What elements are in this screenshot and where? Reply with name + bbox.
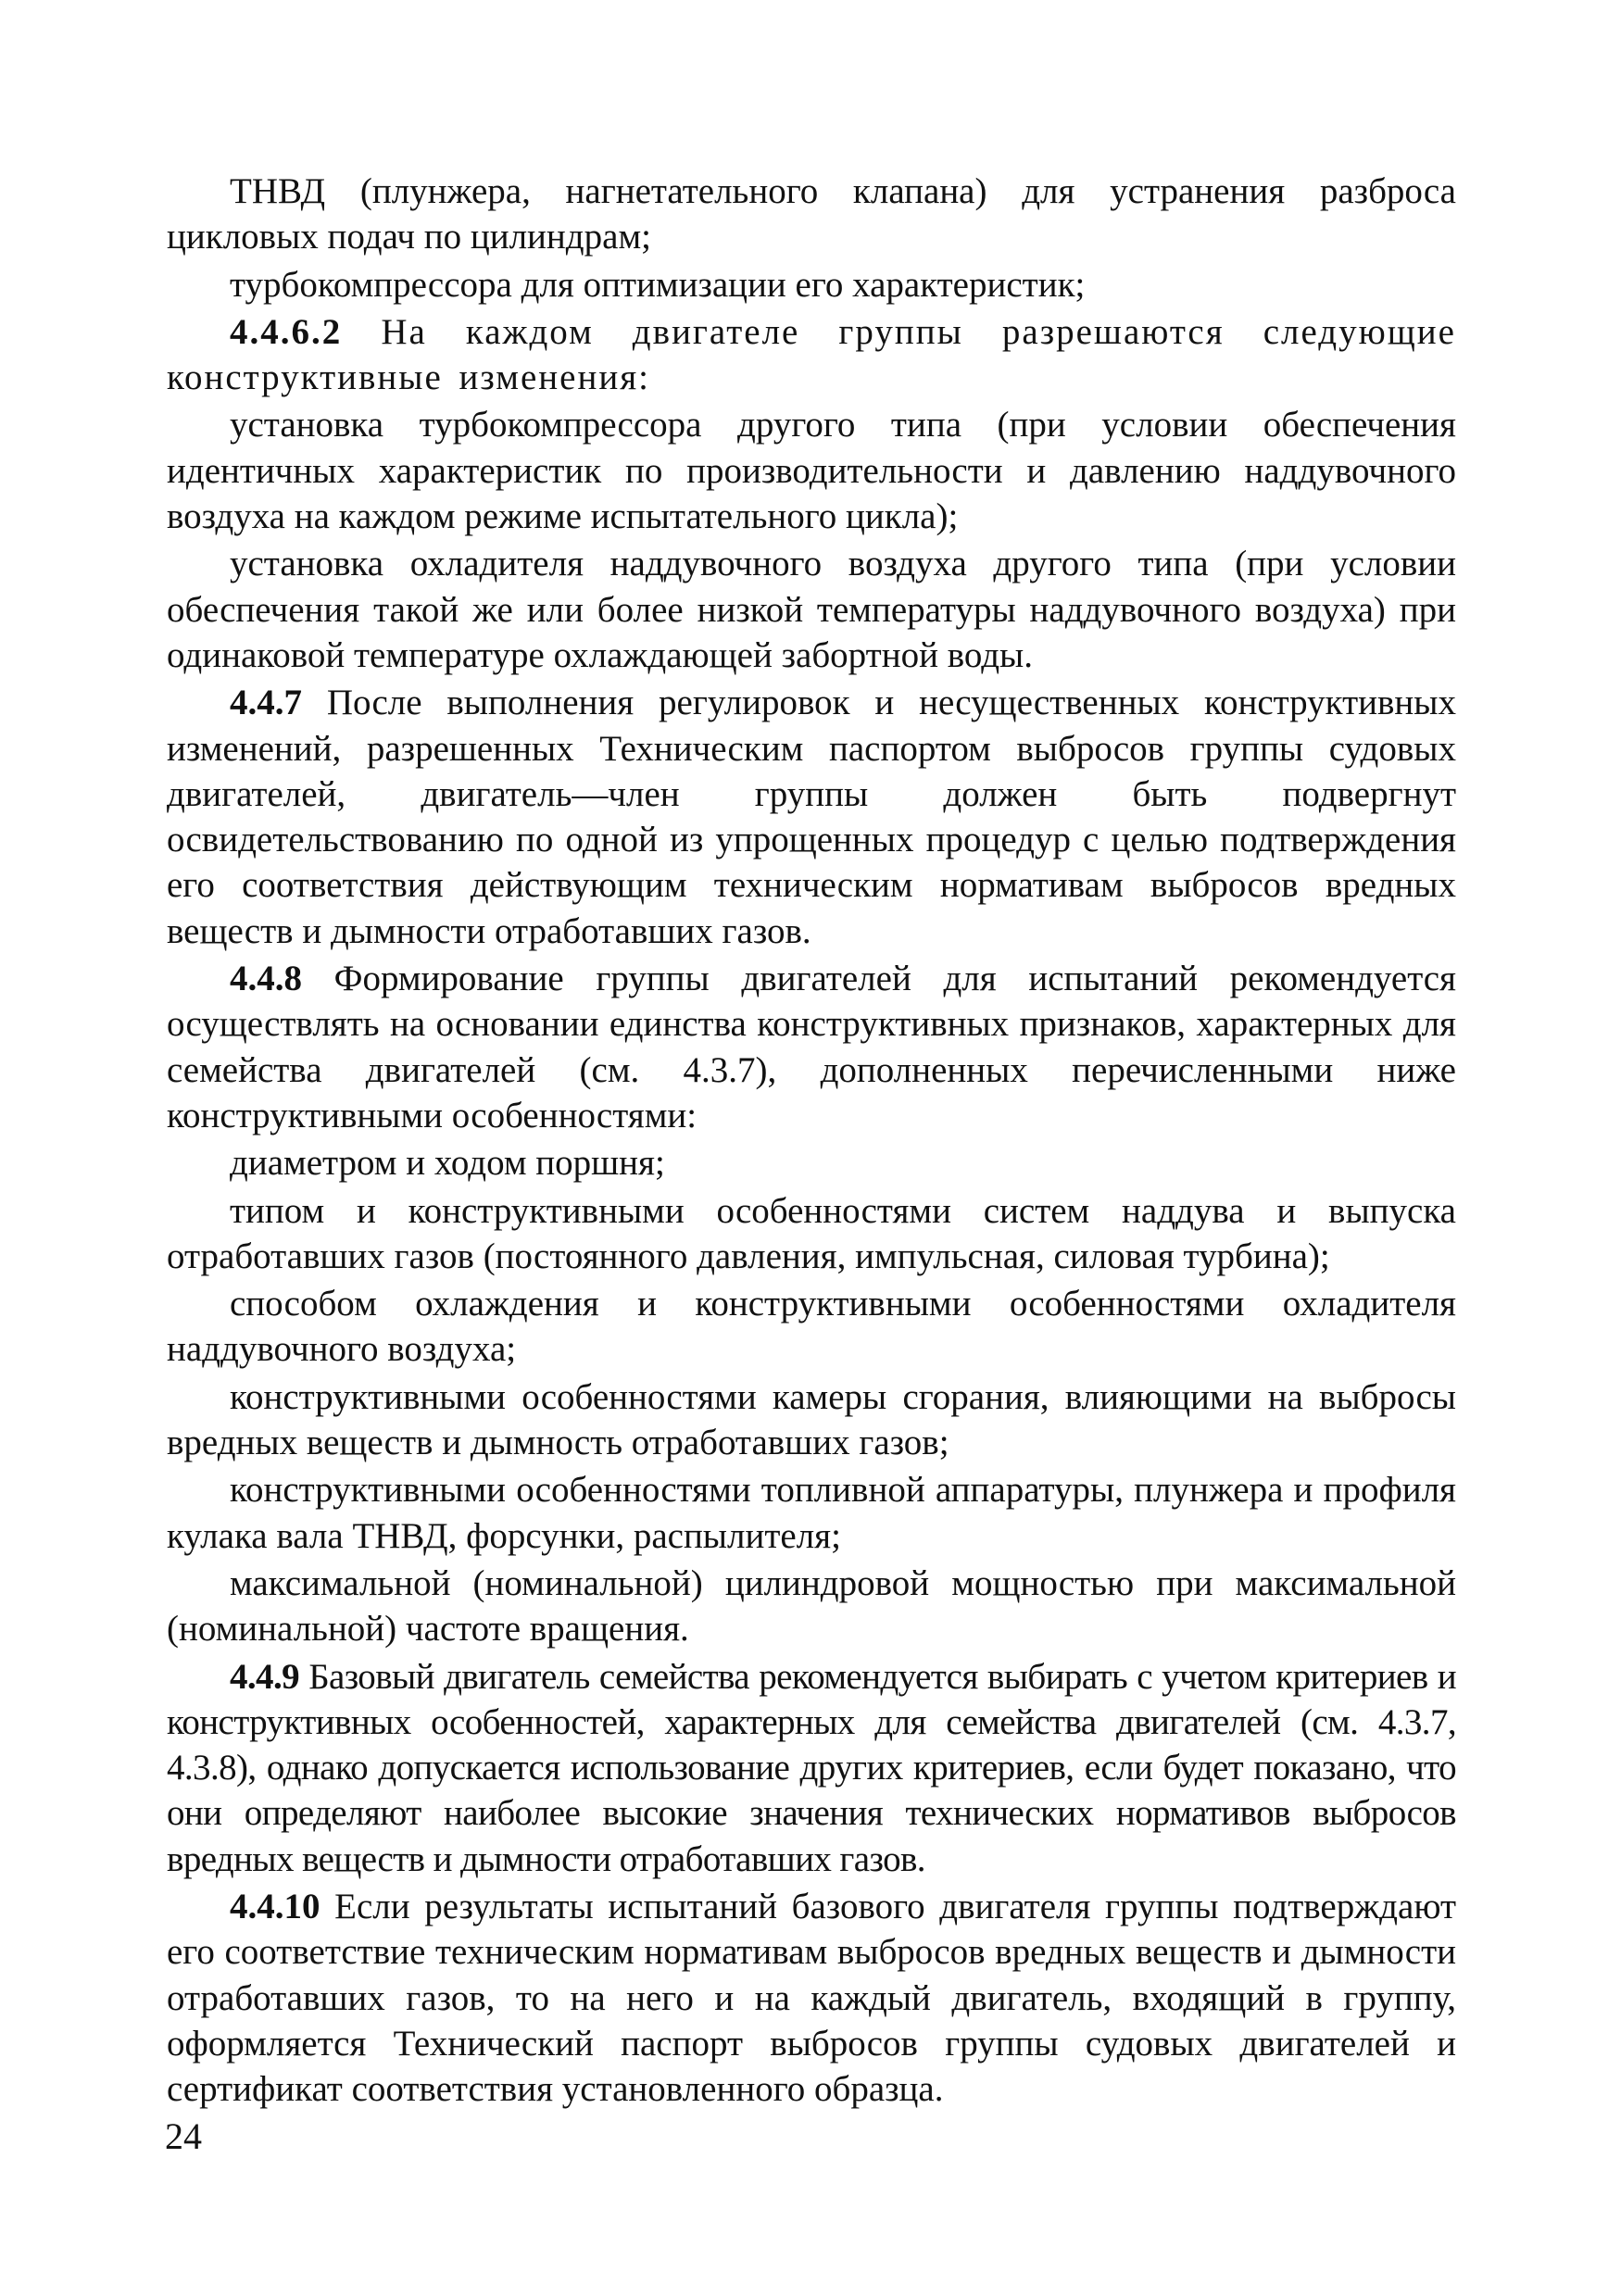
paragraph-text: ТНВД (плунжера, нагнетательного клапана) для устранения разброса цикловых подач по цилиндрам; [167, 171, 1456, 257]
paragraph-4-4-8 [167, 956, 1456, 1138]
list-item [167, 1467, 1456, 1559]
paragraph-text: диаметром и ходом поршня; [230, 1143, 665, 1184]
paragraph-text: типом и конструктивными особенностями систем наддува и выпуска отработавших газов (постоянного давления, импульсная, силовая турбина); [167, 1190, 1456, 1276]
clause-number: 4.4.8 [230, 959, 302, 999]
paragraph-text: Если результаты испытаний базового двигателя группы подтверждают его соответствие техническим нормативам выбросов вредных веществ и дымности отработавших газов, то на него и на каждый двигатель, входящий в группу, оформляется Технический паспорт выбросов группы судовых двигателей и сертификат соответствия установленного образца. [167, 1886, 1456, 2110]
paragraph-text: После выполнения регулировок и несущественных конструктивных изменений, разрешенных Техническим паспортом выбросов группы судовых двигателей, двигатель—член группы должен быть подвергнут освидетельствованию по одной из упрощенных процедур с целью подтверждения его соответствия действующим техническим нормативам выбросов вредных веществ и дымности отработавших газов. [167, 683, 1456, 951]
paragraph [167, 262, 1456, 307]
paragraph-4-4-10 [167, 1884, 1456, 2112]
paragraph [167, 402, 1456, 539]
page-number: 24 [165, 2115, 202, 2157]
paragraph-text: установка турбокомпрессора другого типа (при условии обеспечения идентичных характеристик по производительности и давлению наддувочного воздуха на каждом режиме испытательного цикла); [167, 405, 1456, 537]
paragraph-text: Формирование группы двигателей для испытаний рекомендуется осуществлять на основании единства конструктивных признаков, характерных для семейства двигателей (см. 4.3.7), дополненных перечисленными ниже конструктивными особенностями: [167, 959, 1456, 1135]
paragraph-4-4-9 [167, 1654, 1456, 1882]
clause-number: 4.4.10 [230, 1886, 320, 1926]
paragraph-text: максимальной (номинальной) цилиндровой мощностью при максимальной (номинальной) частоте вращения. [167, 1562, 1456, 1650]
body-text [167, 169, 1456, 2112]
clause-number: 4.4.7 [230, 683, 302, 723]
list-item [167, 1561, 1456, 1652]
clause-number: 4.4.9 [230, 1656, 300, 1697]
list-item [167, 1188, 1456, 1280]
paragraph-text: конструктивными особенностями топливной аппаратуры, плунжера и профиля кулака вала ТНВД, форсунки, распылителя; [167, 1470, 1456, 1556]
paragraph [167, 169, 1456, 260]
list-item [167, 1281, 1456, 1373]
paragraph-text: турбокомпрессора для оптимизации его характеристик; [230, 264, 1086, 305]
paragraph-4-4-6-2 [167, 309, 1456, 401]
paragraph-text: конструктивными особенностями камеры сгорания, влияющими на выбросы вредных веществ и дымность отработавших газов; [167, 1376, 1456, 1463]
paragraph [167, 541, 1456, 678]
paragraph-text: Базовый двигатель семейства рекомендуется выбирать с учетом критериев и конструктивных особенностей, характерных для семейства двигателей (см. 4.3.7, 4.3.8), однако допускается использование других критериев, если будет показано, что они определяют наиболее высокие значения технических нормативов выбросов вредных веществ и дымности отработавших газов. [167, 1656, 1456, 1879]
list-item [167, 1140, 1456, 1186]
paragraph-4-4-7 [167, 680, 1456, 954]
list-item [167, 1374, 1456, 1466]
paragraph-text: На каждом двигателе группы разрешаются следующие конструктивные изменения: [167, 311, 1456, 398]
paragraph-text: установка охладителя наддувочного воздуха другого типа (при условии обеспечения такой же или более низкой температуры наддувочного воздуха) при одинаковой температуре охлаждающей забортной воды. [167, 544, 1456, 675]
clause-number: 4.4.6.2 [230, 311, 343, 352]
paragraph-text: способом охлаждения и конструктивными особенностями охладителя наддувочного воздуха; [167, 1284, 1456, 1370]
